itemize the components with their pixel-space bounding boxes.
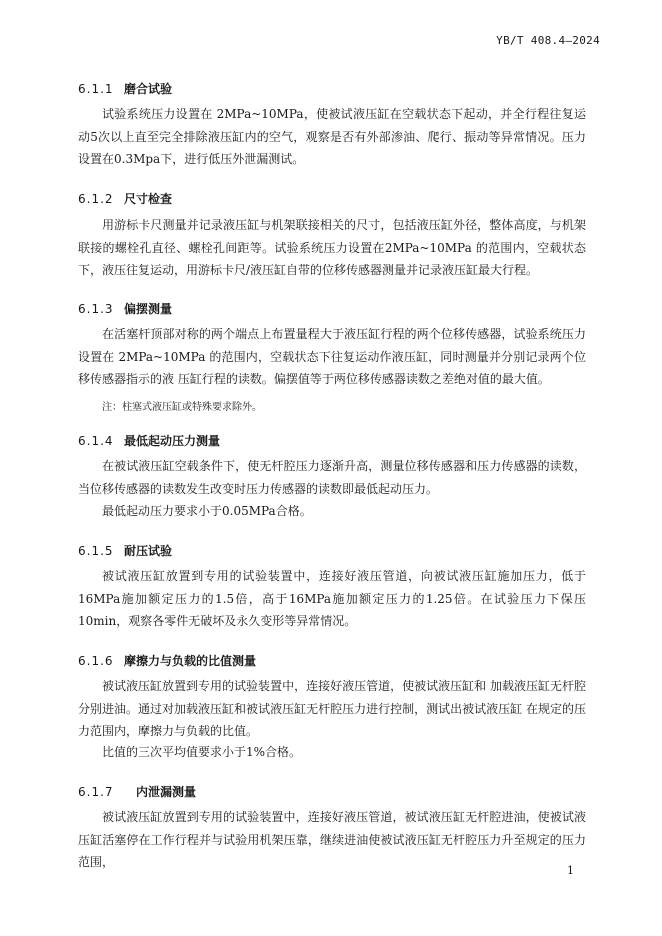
paragraph: 被试液压缸放置到专用的试验装置中，连接好液压管道，向被试液压缸施加压力，低于16MPa施加额定压力的1.5倍，高于16MPa施加额定压力的1.25倍。在试验压力下保压10min，观察各零件无破坏及永久变形等异常情况。 bbox=[78, 569, 586, 628]
section-title: 摩擦力与负载的比值测量 bbox=[124, 654, 257, 668]
paragraph: 在被试液压缸空载条件下，使无杆腔压力逐渐升高，测量位移传感器和压力传感器的读数，当位移传感器的读数发生改变时压力传感器的读数即最低起动压力。 bbox=[78, 459, 586, 496]
section-number: 6.1.5 bbox=[78, 544, 114, 558]
paragraph: 最低起动压力要求小于0.05MPa合格。 bbox=[102, 504, 312, 518]
paragraph: 比值的三次平均值要求小于1%合格。 bbox=[102, 745, 302, 759]
paragraph: 用游标卡尺测量并记录液压缸与机架联接相关的尺寸，包括液压缸外径，整体高度，与机架联接的螺栓孔直径、螺栓孔间距等。试验系统压力设置在2MPa~10MPa 的范围内，空载状态下，液压往复运动，用游标卡尺/液压缸自带的位移传感器测量并记录液压缸最大行程。 bbox=[78, 218, 586, 277]
section-title: 最低起动压力测量 bbox=[124, 434, 221, 448]
section-number: 6.1.6 bbox=[78, 654, 114, 668]
section-number: 6.1.3 bbox=[78, 302, 114, 316]
section-title: 内泄漏测量 bbox=[136, 785, 197, 799]
paragraph: 被试液压缸放置到专用的试验装置中，连接好液压管道，被试液压缸无杆腔进油，使被试液压缸活塞停在工作行程并与试验用机架压靠，继续进油使被试液压缸无杆腔压力升至规定的压力范围， bbox=[78, 810, 586, 869]
section-title: 磨合试验 bbox=[124, 82, 173, 96]
section-number: 6.1.7 bbox=[78, 785, 114, 799]
section-heading bbox=[78, 432, 220, 449]
paragraph: 在活塞杆顶部对称的两个端点上布置量程大于液压缸行程的两个位移传感器，试验系统压力设置在 2MPa~10MPa 的范围内，空载状态下往复运动作液压缸，同时测量并分别记录两个位移传感器指示的液 压缸行程的读数。偏摆值等于两位移传感器读数之差绝对值的最大值。 bbox=[78, 327, 586, 386]
paragraph: 被试液压缸放置到专用的试验装置中，连接好液压管道，使被试液压缸和 加载液压缸无杆腔分别进油。通过对加载液压缸和被试液压缸无杆腔压力进行控制，测试出被试液压缸 在规定的压力范围内，摩擦力与负载的比值。 bbox=[78, 679, 586, 738]
section-number: 6.1.2 bbox=[78, 192, 114, 206]
section-heading bbox=[78, 783, 196, 800]
section-title: 偏摆测量 bbox=[124, 302, 173, 316]
section-number: 6.1.1 bbox=[78, 82, 114, 96]
section-heading bbox=[78, 300, 172, 317]
section-title: 耐压试验 bbox=[124, 544, 173, 558]
standard-number: YB/T 408.4—2024 bbox=[496, 34, 600, 47]
section-heading bbox=[78, 80, 172, 97]
page-number: 1 bbox=[567, 864, 574, 877]
section-heading bbox=[78, 190, 172, 207]
section-heading bbox=[78, 542, 172, 559]
note: 注：柱塞式液压缸或特殊要求除外。 bbox=[102, 402, 262, 413]
section-title: 尺寸检查 bbox=[124, 192, 173, 206]
section-heading bbox=[78, 652, 256, 669]
paragraph: 试验系统压力设置在 2MPa~10MPa，使被试液压缸在空载状态下起动，并全行程往复运动5次以上直至完全排除液压缸内的空气，观察是否有外部渗油、爬行、振动等异常情况。压力设置在0.3Mpa下，进行低压外泄漏测试。 bbox=[78, 107, 586, 166]
section-number: 6.1.4 bbox=[78, 434, 114, 448]
